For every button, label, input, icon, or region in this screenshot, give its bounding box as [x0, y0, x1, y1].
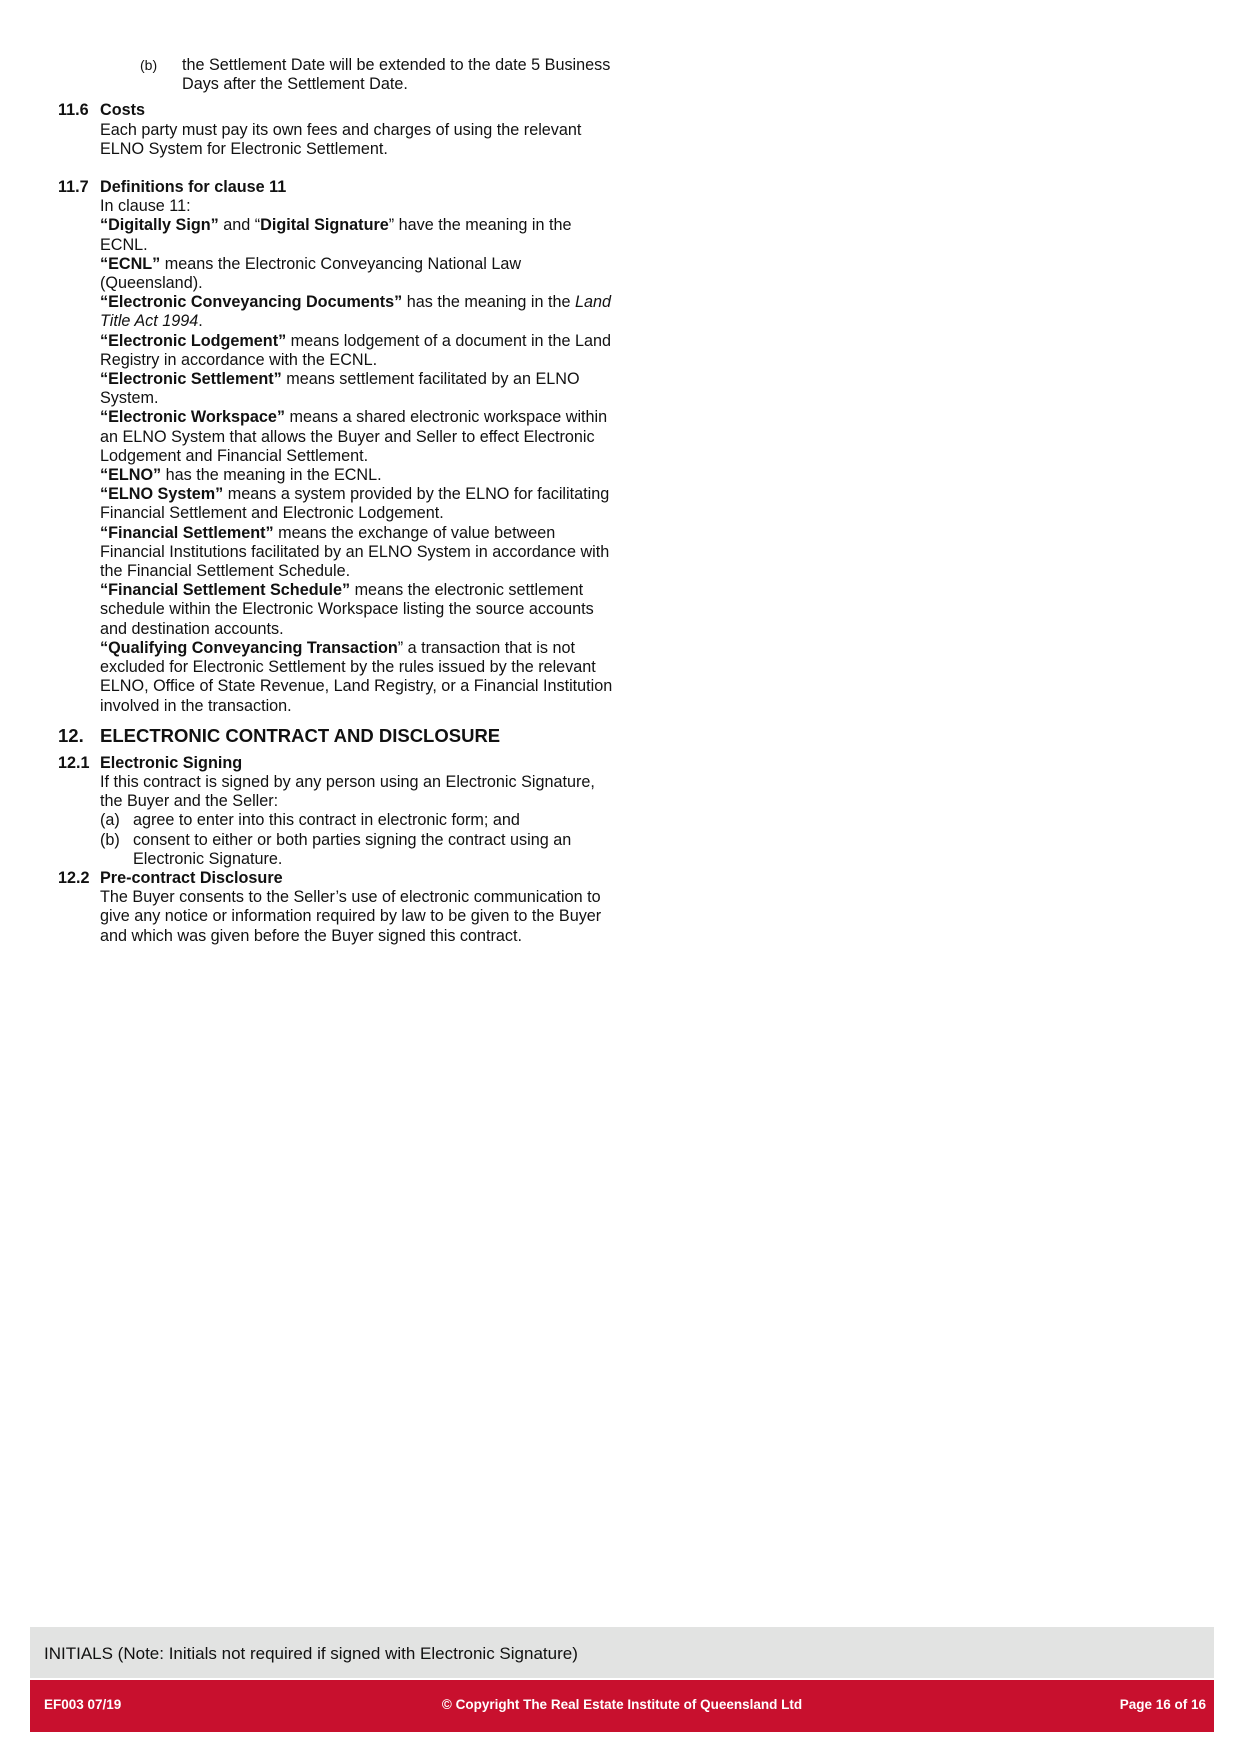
definition-electronic-lodgement [100, 332, 618, 370]
definition-term: “Qualifying Conveyancing Transaction [100, 638, 398, 657]
definition-text: means a system provided by the ELNO for facilitating Financial Settlement and Electronic Lodgement. [100, 485, 610, 523]
form-code: EF003 07/19 [44, 1697, 122, 1712]
definition-text: means settlement facilitated by an ELNO System. [100, 370, 580, 408]
definition-term: “Electronic Conveyancing Documents” [100, 293, 403, 312]
clause-intro: In clause 11: [100, 197, 191, 216]
definition-ecnl [100, 255, 618, 293]
definition-term: “ELNO System” [100, 485, 224, 504]
clause-heading: Pre-contract Disclosure [100, 868, 283, 887]
clause-12-1 [58, 754, 618, 869]
definition-term: “Digitally Sign” [100, 216, 219, 235]
clause-number: 12.2 [58, 868, 90, 887]
definition-text: means the Electronic Conveyancing National Law (Queensland). [100, 254, 522, 293]
clause-text: Each party must pay its own fees and charges of using the relevant ELNO System for Electronic Settlement. [100, 120, 582, 158]
definition-text: means the exchange of value between Financial Institutions facilitated by an ELNO System in accordance with the Financial Settlement Schedule. [100, 523, 610, 581]
definition-term: “Electronic Settlement” [100, 370, 282, 389]
page-number: Page 16 of 16 [1119, 1697, 1206, 1712]
definition-elno-system [100, 485, 618, 523]
contract-body [58, 56, 618, 946]
definition-elno [100, 466, 618, 485]
sub-item-a [100, 811, 618, 830]
definition-text: ” a transaction that is not excluded for Electronic Settlement by the rules issued by the relevant ELNO, Office of State Revenue, Land Registry, or a Financial Institution involved in the transaction. [100, 638, 613, 715]
definition-financial-settlement-schedule [100, 581, 618, 639]
definition-electronic-workspace [100, 408, 618, 466]
definition-qualifying-conveyancing-transaction [100, 639, 618, 716]
definition-end: . [198, 312, 203, 331]
page-footer [30, 1680, 1214, 1732]
clause-number: 11.7 [58, 178, 89, 197]
section-title: ELECTRONIC CONTRACT AND DISCLOSURE [100, 724, 501, 746]
definition-term: “ECNL” [100, 254, 161, 273]
definition-term: Digital Signature [260, 216, 389, 235]
item-text: agree to enter into this contract in electronic form; and [133, 811, 520, 830]
definition-text: has the meaning in the [402, 293, 576, 312]
definition-connector: and “ [218, 216, 261, 235]
clause-12-2 [58, 869, 618, 946]
act-title: Land Title Act 1994 [100, 293, 612, 331]
definition-term: “Financial Settlement” [100, 523, 274, 542]
clause-11-5-b [140, 56, 618, 94]
clause-number: 11.6 [58, 101, 89, 120]
clause-heading: Electronic Signing [100, 753, 243, 772]
clause-12-heading [58, 725, 618, 747]
clause-number: 12.1 [58, 753, 90, 772]
clause-heading: Costs [100, 101, 145, 120]
sub-item-b [100, 831, 618, 869]
definition-financial-settlement [100, 524, 618, 582]
copyright-notice: © Copyright The Real Estate Institute of Queensland Ltd [441, 1697, 803, 1712]
definition-text: has the meaning in the ECNL. [161, 466, 382, 485]
definition-term: “ELNO” [100, 466, 162, 485]
definition-text: ” have the meaning in the ECNL. [100, 216, 572, 254]
item-text: the Settlement Date will be extended to the date 5 Business Days after the Settlement Date. [182, 56, 611, 94]
definition-text: means lodgement of a document in the Land Registry in accordance with the ECNL. [100, 331, 612, 369]
item-label: (a) [100, 811, 120, 830]
definition-term: “Electronic Lodgement” [100, 331, 287, 350]
clause-heading: Definitions for clause 11 [100, 178, 287, 197]
initials-bar [30, 1627, 1214, 1678]
definition-text: means the electronic settlement schedule within the Electronic Workspace listing the source accounts and destination accounts. [100, 581, 594, 638]
section-number: 12. [58, 724, 84, 746]
definition-digitally-sign [100, 216, 618, 254]
clause-11-7 [58, 178, 618, 716]
clause-11-6 [58, 101, 618, 159]
definition-electronic-settlement [100, 370, 618, 408]
item-label: (b) [100, 830, 120, 849]
clause-text: The Buyer consents to the Seller’s use of electronic communication to give any notice or information required by law to be given to the Buyer and which was given before the Buyer signed this contract. [100, 888, 602, 945]
definition-electronic-conveyancing-documents [100, 293, 618, 331]
definition-term: “Financial Settlement Schedule” [100, 581, 351, 600]
clause-text: If this contract is signed by any person using an Electronic Signature, the Buyer and the Seller: [100, 772, 595, 811]
initials-note: INITIALS (Note: Initials not required if signed with Electronic Signature) [44, 1644, 578, 1663]
item-label: (b) [140, 57, 158, 73]
item-text: consent to either or both parties signing the contract using an Electronic Signature. [133, 830, 572, 868]
definition-term: “Electronic Workspace” [100, 408, 286, 427]
definition-text: means a shared electronic workspace within an ELNO System that allows the Buyer and Seller to effect Electronic Lodgement and Financial Settlement. [100, 408, 608, 465]
